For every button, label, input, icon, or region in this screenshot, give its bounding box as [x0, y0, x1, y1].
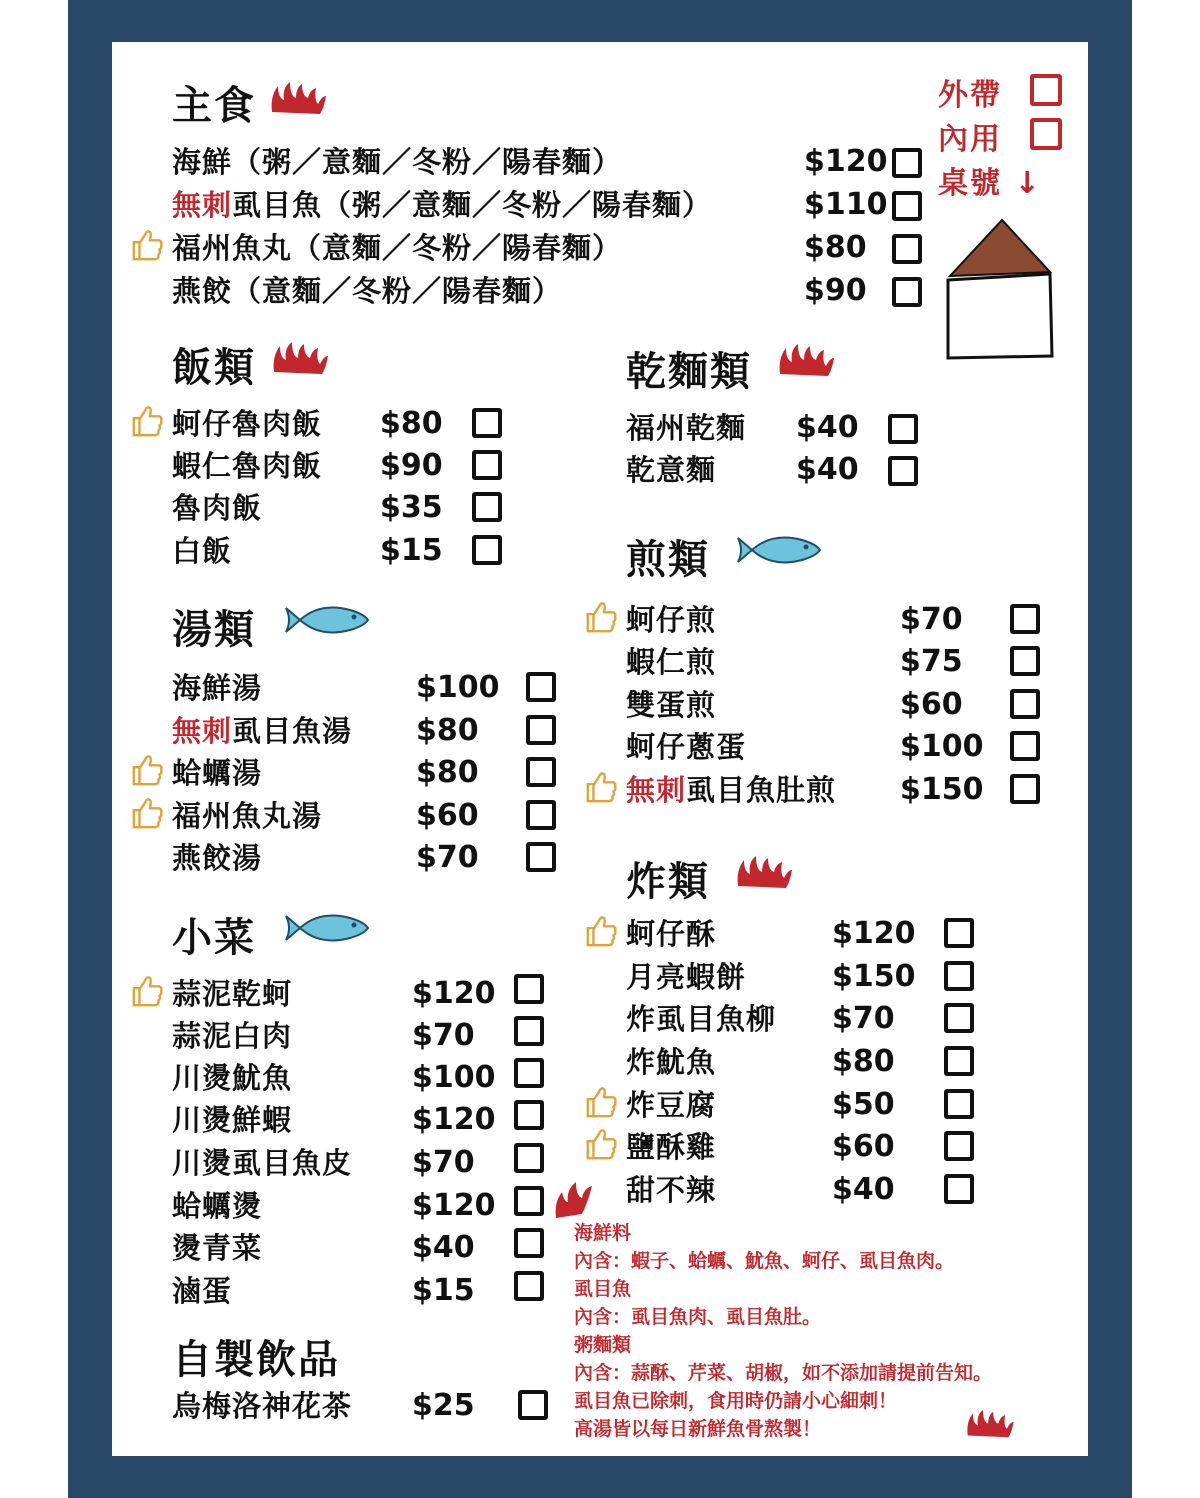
- price: $90: [380, 448, 443, 483]
- order-checkbox[interactable]: [514, 1186, 544, 1216]
- fish-icon: [736, 530, 826, 570]
- menu-item-deep-fried-2: 月亮蝦餅: [626, 960, 747, 994]
- note-line: 高湯皆以每日新鮮魚骨熬製！: [574, 1418, 822, 1440]
- menu-item-deep-fried-4: 炸魷魚: [626, 1045, 717, 1079]
- menu-item-side-4: 川燙鮮蝦: [172, 1103, 293, 1137]
- order-checkbox[interactable]: [514, 1058, 544, 1088]
- price: $120: [412, 976, 496, 1011]
- flame-icon: [778, 344, 836, 380]
- menu-item-rice-4: 白飯: [172, 534, 233, 568]
- note-line: 內含：虱目魚肉、虱目魚肚。: [574, 1306, 822, 1328]
- menu-item-side-2: 蒜泥白肉: [172, 1019, 293, 1053]
- menu-item-main-4: 燕餃（意麵／冬粉／陽春麵）: [172, 274, 563, 308]
- note-line: 粥麵類: [574, 1334, 632, 1356]
- menu-item-soup-2: 無刺虱目魚湯: [172, 714, 353, 748]
- order-checkbox[interactable]: [892, 234, 922, 264]
- menu-item-side-6: 蛤蠣燙: [172, 1189, 263, 1223]
- price: $50: [832, 1087, 895, 1122]
- order-checkbox[interactable]: [944, 918, 974, 948]
- price: $70: [832, 1001, 895, 1036]
- thumbs-up-icon: [130, 229, 164, 263]
- section-title-drinks: 自製飲品: [172, 1337, 340, 1383]
- price: $60: [416, 798, 479, 833]
- order-checkbox[interactable]: [892, 148, 922, 178]
- price: $120: [412, 1188, 496, 1223]
- note-line: 海鮮料: [574, 1222, 632, 1244]
- section-title-side-dishes: 小菜: [172, 915, 256, 961]
- section-title-rice: 飯類: [172, 345, 256, 391]
- menu-item-side-3: 川燙魷魚: [172, 1061, 293, 1095]
- order-checkbox[interactable]: [472, 535, 502, 565]
- menu-item-deep-fried-3: 炸虱目魚柳: [626, 1002, 777, 1036]
- price: $100: [416, 670, 500, 705]
- order-checkbox[interactable]: [888, 414, 918, 444]
- order-checkbox[interactable]: [526, 757, 556, 787]
- takeout-checkbox[interactable]: [1030, 74, 1062, 106]
- menu-item-pan-fried-1: 蚵仔煎: [626, 603, 717, 637]
- menu-item-side-1: 蒜泥乾蚵: [172, 977, 293, 1011]
- order-checkbox[interactable]: [944, 1089, 974, 1119]
- order-checkbox[interactable]: [944, 1131, 974, 1161]
- price: $120: [412, 1102, 496, 1137]
- price: $70: [412, 1018, 475, 1053]
- order-checkbox[interactable]: [514, 974, 544, 1004]
- order-checkbox[interactable]: [472, 492, 502, 522]
- dine-in-label: 內用: [938, 122, 1002, 157]
- price: $60: [832, 1129, 895, 1164]
- order-checkbox[interactable]: [514, 1143, 544, 1173]
- price: $70: [900, 602, 963, 637]
- fish-icon: [284, 908, 374, 948]
- thumbs-up-icon: [584, 1128, 618, 1162]
- menu-item-rice-3: 魯肉飯: [172, 491, 263, 525]
- note-line: 內含：蝦子、蛤蠣、魷魚、蚵仔、虱目魚肉。: [574, 1250, 955, 1272]
- section-title-deep-fried: 炸類: [626, 859, 710, 905]
- price: $40: [796, 452, 859, 487]
- table-number-label: 桌號 ↓: [938, 166, 1042, 201]
- section-title-soup: 湯類: [172, 607, 256, 653]
- section-title-dry-noodles: 乾麵類: [626, 349, 752, 395]
- menu-item-pan-fried-5: 無刺虱目魚肚煎: [626, 773, 837, 807]
- price: $80: [416, 755, 479, 790]
- order-checkbox[interactable]: [944, 1046, 974, 1076]
- price: $80: [380, 406, 443, 441]
- price: $100: [412, 1060, 496, 1095]
- menu-item-dry-noodles-2: 乾意麵: [626, 453, 717, 487]
- thumbs-up-icon: [584, 915, 618, 949]
- order-checkbox[interactable]: [944, 1003, 974, 1033]
- order-checkbox[interactable]: [518, 1390, 548, 1420]
- menu-item-soup-3: 蛤蠣湯: [172, 756, 263, 790]
- menu-item-pan-fried-3: 雙蛋煎: [626, 688, 717, 722]
- menu-item-side-7: 燙青菜: [172, 1231, 263, 1265]
- menu-item-dry-noodles-1: 福州乾麵: [626, 411, 747, 445]
- order-checkbox[interactable]: [1010, 689, 1040, 719]
- order-checkbox[interactable]: [1010, 646, 1040, 676]
- section-title-main-food: 主食: [172, 83, 256, 129]
- menu-item-deep-fried-6: 鹽酥雞: [626, 1130, 717, 1164]
- thumbs-up-icon: [584, 601, 618, 635]
- menu-item-drink-1: 烏梅洛神花茶: [172, 1389, 353, 1423]
- order-checkbox[interactable]: [472, 450, 502, 480]
- price: $120: [832, 916, 916, 951]
- menu-item-deep-fried-7: 甜不辣: [626, 1173, 717, 1207]
- table-number-field[interactable]: [958, 284, 1042, 348]
- price: $75: [900, 644, 963, 679]
- note-line: 虱目魚: [574, 1278, 632, 1300]
- order-checkbox[interactable]: [472, 408, 502, 438]
- note-line: 虱目魚已除刺，食用時仍請小心細刺！: [574, 1390, 898, 1412]
- order-checkbox[interactable]: [1010, 774, 1040, 804]
- flame-icon: [736, 856, 794, 892]
- flame-icon: [552, 1178, 596, 1220]
- price: $60: [900, 687, 963, 722]
- menu-item-side-5: 川燙虱目魚皮: [172, 1146, 353, 1180]
- price: $40: [832, 1172, 895, 1207]
- menu-item-main-1: 海鮮（粥／意麵／冬粉／陽春麵）: [172, 145, 623, 179]
- order-checkbox[interactable]: [514, 1016, 544, 1046]
- price: $35: [380, 490, 443, 525]
- dine-in-checkbox[interactable]: [1030, 118, 1062, 150]
- order-checkbox[interactable]: [526, 672, 556, 702]
- price: $100: [900, 729, 984, 764]
- menu-item-soup-1: 海鮮湯: [172, 671, 263, 705]
- price: $80: [832, 1044, 895, 1079]
- order-checkbox[interactable]: [526, 800, 556, 830]
- note-line: 內含：蒜酥、芹菜、胡椒，如不添加請提前告知。: [574, 1362, 993, 1384]
- menu-item-rice-1: 蚵仔魯肉飯: [172, 407, 323, 441]
- order-checkbox[interactable]: [892, 277, 922, 307]
- fish-icon: [284, 600, 374, 640]
- price: $70: [412, 1145, 475, 1180]
- price: $80: [416, 713, 479, 748]
- menu-item-deep-fried-5: 炸豆腐: [626, 1088, 717, 1122]
- price: $150: [832, 959, 916, 994]
- price: $150: [900, 772, 984, 807]
- thumbs-up-icon: [130, 754, 164, 788]
- menu-item-soup-4: 福州魚丸湯: [172, 799, 323, 833]
- price: $80: [804, 230, 867, 265]
- menu-item-deep-fried-1: 蚵仔酥: [626, 917, 717, 951]
- order-checkbox[interactable]: [1010, 604, 1040, 634]
- price: $15: [380, 533, 443, 568]
- section-title-pan-fried: 煎類: [626, 537, 710, 583]
- menu-item-rice-2: 蝦仁魯肉飯: [172, 449, 323, 483]
- price: $15: [412, 1273, 475, 1308]
- order-checkbox[interactable]: [888, 456, 918, 486]
- takeout-label: 外帶: [938, 78, 1002, 113]
- price: $110: [804, 187, 888, 222]
- flame-icon: [270, 82, 328, 118]
- menu-item-pan-fried-2: 蝦仁煎: [626, 645, 717, 679]
- menu-item-soup-5: 燕餃湯: [172, 841, 263, 875]
- order-checkbox[interactable]: [892, 191, 922, 221]
- order-checkbox[interactable]: [514, 1100, 544, 1130]
- order-checkbox[interactable]: [944, 961, 974, 991]
- thumbs-up-icon: [584, 771, 618, 805]
- thumbs-up-icon: [130, 797, 164, 831]
- price: $25: [412, 1388, 475, 1423]
- menu-item-side-8: 滷蛋: [172, 1274, 233, 1308]
- order-checkbox[interactable]: [526, 715, 556, 745]
- order-checkbox[interactable]: [526, 842, 556, 872]
- price: $40: [796, 410, 859, 445]
- thumbs-up-icon: [584, 1086, 618, 1120]
- menu-item-main-3: 福州魚丸（意麵／冬粉／陽春麵）: [172, 231, 623, 265]
- price: $70: [416, 840, 479, 875]
- price: $40: [412, 1230, 475, 1265]
- flame-icon: [966, 1410, 1014, 1442]
- price: $90: [804, 273, 867, 308]
- thumbs-up-icon: [130, 405, 164, 439]
- price: $120: [804, 144, 888, 179]
- order-checkbox[interactable]: [1010, 731, 1040, 761]
- order-checkbox[interactable]: [514, 1228, 544, 1258]
- menu-item-main-2: 無刺虱目魚（粥／意麵／冬粉／陽春麵）: [172, 188, 713, 222]
- flame-icon: [272, 342, 330, 378]
- thumbs-up-icon: [130, 975, 164, 1009]
- order-checkbox[interactable]: [514, 1271, 544, 1301]
- order-checkbox[interactable]: [944, 1174, 974, 1204]
- menu-item-pan-fried-4: 蚵仔蔥蛋: [626, 730, 747, 764]
